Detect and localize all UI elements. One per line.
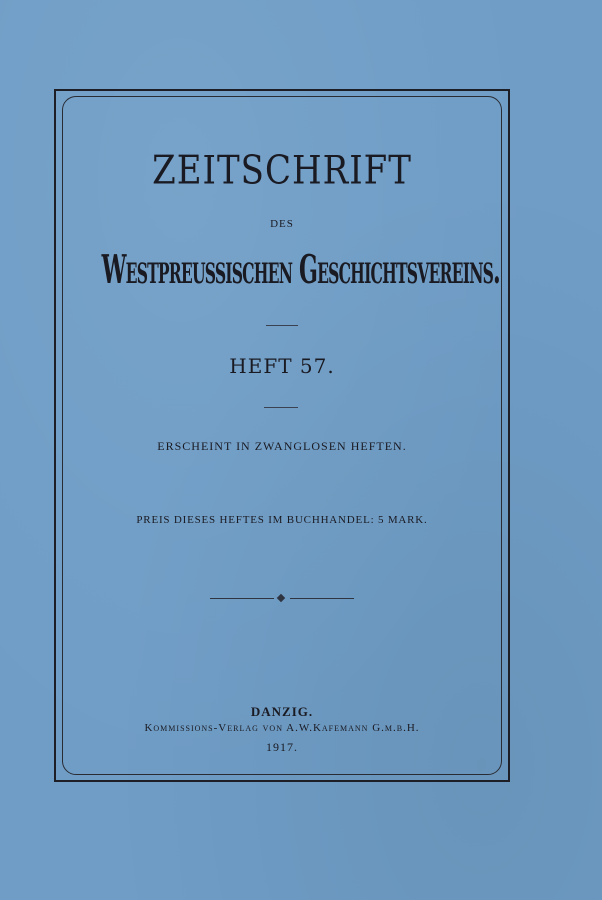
- ornament-divider: [210, 597, 354, 601]
- price-note: PREIS DIESES HEFTES IM BUCHHANDEL: 5 MARK.: [136, 514, 428, 526]
- ornament-line-right: [290, 598, 354, 599]
- publication-year: 1917.: [266, 740, 298, 754]
- publisher-name: Kommissions-Verlag von A.W.Kafemann G.m.b.H.: [144, 722, 420, 734]
- ornament-line-left: [210, 598, 274, 599]
- journal-title: ZEITSCHRIFT: [152, 148, 412, 194]
- divider-rule-middle: [264, 407, 298, 408]
- publication-city: DANZIG.: [250, 704, 314, 719]
- society-name: Westpreussischen Geschichtsvereins.: [101, 248, 500, 293]
- issue-number: HEFT 57.: [229, 354, 335, 378]
- inner-rounded-frame: [62, 96, 502, 775]
- title-connector: DES: [270, 218, 294, 230]
- publication-frequency: ERSCHEINT IN ZWANGLOSEN HEFTEN.: [157, 439, 407, 453]
- divider-rule-top: [266, 325, 298, 326]
